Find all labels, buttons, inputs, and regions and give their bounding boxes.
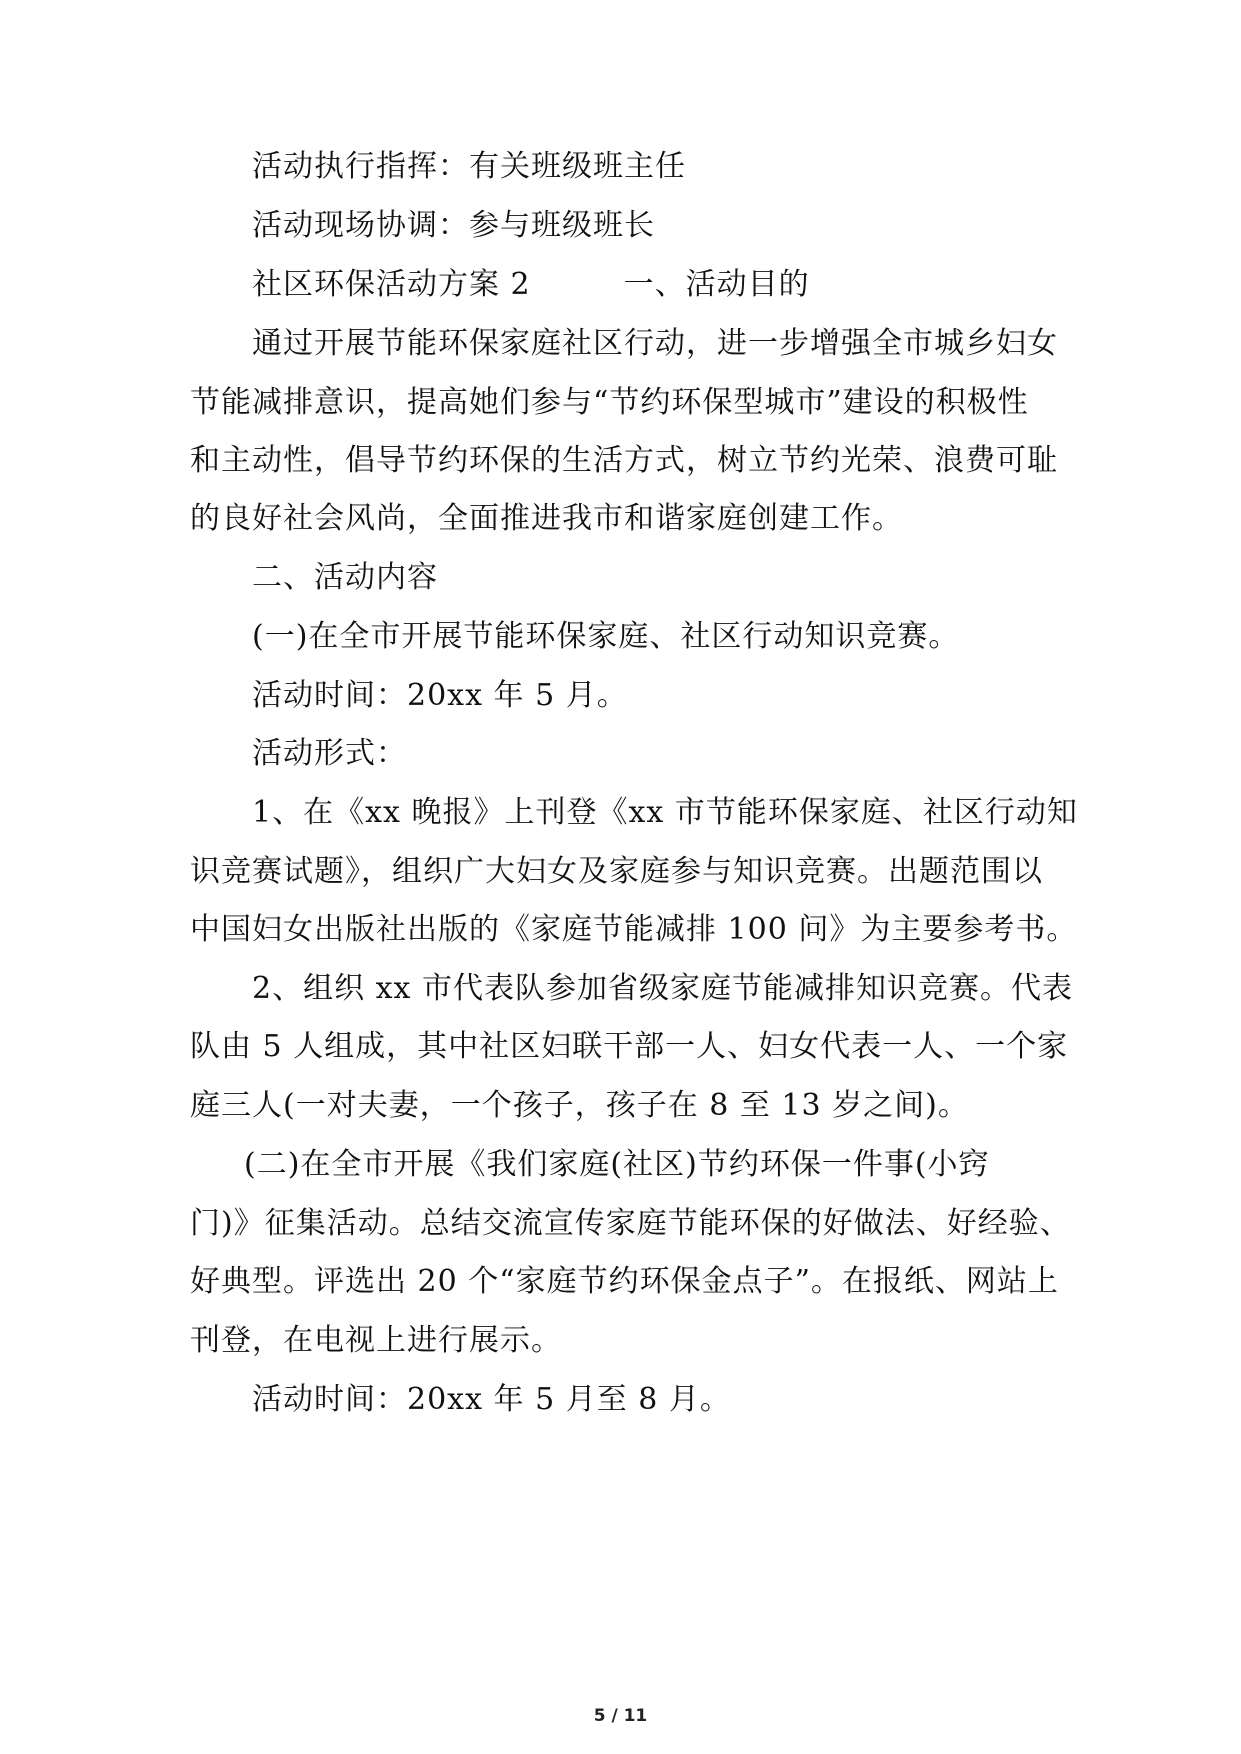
paragraph-line: 的良好社会风尚，全面推进我市和谐家庭创建工作。 <box>190 501 903 536</box>
paragraph-line: 和主动性，倡导节约环保的生活方式，树立节约光荣、浪费可耻 <box>190 443 1058 478</box>
paragraph-line: 庭三人(一对夫妻，一个孩子，孩子在 8 至 13 岁之间)。 <box>190 1088 969 1123</box>
text-line: 活动执行指挥：有关班级班主任 <box>252 149 686 184</box>
section-heading: 二、活动内容 <box>252 560 438 595</box>
paragraph-line: 活动形式： <box>252 736 407 771</box>
page-number: 5 / 11 <box>593 1706 648 1726</box>
paragraph-line: 识竞赛试题》，组织广大妇女及家庭参与知识竞赛。出题范围以 <box>190 854 1043 889</box>
paragraph-line: 活动时间：20xx 年 5 月至 8 月。 <box>252 1382 731 1417</box>
paragraph-line: 中国妇女出版社出版的《家庭节能减排 100 问》为主要参考书。 <box>190 912 1078 947</box>
paragraph-line: (二)在全市开展《我们家庭(社区)节约环保一件事(小窍 <box>244 1147 990 1182</box>
paragraph-line: 好典型。评选出 20 个“家庭节约环保金点子”。在报纸、网站上 <box>190 1264 1059 1299</box>
paragraph-line: 门)》征集活动。总结交流宣传家庭节能环保的好做法、好经验、 <box>190 1206 1071 1241</box>
paragraph-line: 队由 5 人组成，其中社区妇联干部一人、妇女代表一人、一个家 <box>190 1029 1069 1064</box>
paragraph-line: 刊登，在电视上进行展示。 <box>190 1323 562 1358</box>
paragraph-line: 活动时间：20xx 年 5 月。 <box>252 678 628 713</box>
paragraph-line: 2、组织 xx 市代表队参加省级家庭节能减排知识竞赛。代表 <box>252 971 1073 1006</box>
paragraph-line: 通过开展节能环保家庭社区行动，进一步增强全市城乡妇女 <box>252 326 1058 361</box>
paragraph-line: 节能减排意识，提高她们参与“节约环保型城市”建设的积极性 <box>190 385 1029 420</box>
paragraph-line: 1、在《xx 晚报》上刊登《xx 市节能环保家庭、社区行动知 <box>252 795 1078 830</box>
text-line: 活动现场协调：参与班级班长 <box>252 208 655 243</box>
text-line: 社区环保活动方案 2 一、活动目的 <box>252 267 810 302</box>
paragraph-line: (一)在全市开展节能环保家庭、社区行动知识竞赛。 <box>252 619 960 654</box>
